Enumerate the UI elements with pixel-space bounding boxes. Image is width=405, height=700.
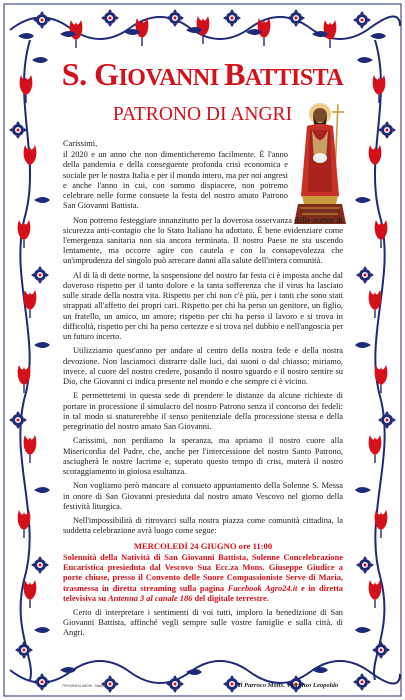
tv-channel: Antenna 3 al canale 186 <box>108 593 193 603</box>
title-prefix: S. <box>61 56 95 92</box>
title-g: G <box>94 56 119 92</box>
printer-credit: TIPOGRAFIA ANGRI - Stampa ... <box>62 684 110 688</box>
celebration-details <box>63 553 343 604</box>
facebook-page-link[interactable]: Facebook Agro24.it <box>227 583 298 593</box>
letter-paragraph-6: Carissimi, non perdiamo la speranza, ma apriamo il nostro cuore alla Misericordia del Padre, che, anche per l'intercessione del nostro Santo Patrono, asciugherà le nostre lacrime e, superato questo tempo di crisi, muterà il nostro scoraggiamento in gioiosa esultanza. <box>63 436 343 477</box>
letter-paragraph-4: Utilizziamo quest'anno per andare al centro della nostra fede e della nostra devozione. Non lasciamoci distrarre dalle luci, dai suoni o dal chiasso; miriamo, invece, al cuore del nostro credere, posando il nostro sguardo e il nostro sentire su Dio, che Giovanni ci indica presente nel mondo e che sempre ci è vicino. <box>63 346 343 387</box>
title-attista: ATTISTA <box>244 65 344 91</box>
letter-paragraph-2: Non potremo festeggiare innanzitutto per la doverosa osservanza delle norme di sicurezza anti-contagio che lo Stato Italiano ha adottato. È bene evidenziare come l'emergenza sanitaria non sia ancora terminata. Il nostro Paese ne sta uscendo lentamente, ma occorre agire con cautela e con la consapevolezza che un'imprudenza del singolo può arrecare danni alla salute dell'intera comunità. <box>63 215 343 266</box>
celebration-text-2: e in diretta televisiva su <box>63 583 343 603</box>
signature: Il Parroco Mons. Vincenzo Leopoldo <box>238 682 339 689</box>
letter-paragraph-7: Non vogliamo però mancare al consueto appuntamento della Solenne S. Messa in onore di San Giovanni presieduta dal nostro amato Vescovo nel giorno della festività liturgica. <box>63 481 343 511</box>
celebration-text-3: del digitale terrestre. <box>192 593 269 603</box>
celebration-text-1: Solennità della Natività di San Giovanni Battista, Solenne Concelebrazione Eucaristica presieduta dal Vescovo Sua Ecc.za Mons. Giuseppe Giudice a porte chiuse, presso il Convento delle Suore Compassioniste Serve di Maria, trasmessa in diretta streaming sulla pagina <box>63 553 343 593</box>
letter-paragraph-3: Al di là di dette norme, la sospensione del nostro far festa ci è imposta anche dal doveroso rispetto per il tanto dolore e la tanta sofferenza che il virus ha lasciato sulle strade della nostra vita. Rispetto per chi non c'è più, per i tanti che sono stati strappati all'affetto dei propri cari. Rispetto per chi ha perso un genitore, un figlio, un fratello, un amico, un amore; rispetto per chi ha perso il lavoro e si trova in difficoltà, rispetto per chi ha perso certezze e si trova nel dubbio e nell'angoscia per un futuro incerto. <box>63 270 343 342</box>
event-date: MERCOLEDÌ 24 GIUGNO ore 11:00 <box>133 540 273 551</box>
poster-subtitle: PATRONO DI ANGRI <box>112 104 293 125</box>
letter-paragraph-8: Nell'impossibilità di ritrovarci sulla nostra piazza come comunità cittadina, la suddetta celebrazione avrà luogo come segue: <box>63 516 343 536</box>
letter-body <box>63 139 343 643</box>
title-b: B <box>224 56 245 92</box>
letter-greeting: Carissimi, <box>63 139 98 148</box>
poster-title <box>0 56 405 96</box>
letter-paragraph-5: E permettetemi in questa sede di prendere le distanze da alcune richieste di portare in processione il simulacro del nostro Patrono senza il concorso dei fedeli: in tal modo si snaturerebbe il senso penitenziale della processione stessa e della peregrinatio del nostro amato San Giovanni. <box>63 391 343 432</box>
letter-closing: Certo di interpretare i sentimenti di voi tutti, imploro la benedizione di San Giovanni Battista, affinché vegli sempre sulle vostre famiglie e sulla città, di Angri. <box>63 608 343 638</box>
letter-paragraph-1: il 2020 e un anno che non dimenticheremo facilmente. È l'anno della pandemia e della conseguente profonda crisi economica e sociale per le nostra Italia e per il mondo intero, ma per noi angresi e anche l'anno in cui, con sommo dispiacere, non potremo celebrare nelle forme consuete la festa del nostro amato Patrono San Giovanni Battista. <box>63 150 288 211</box>
title-iovanni: IOVANNI <box>118 65 225 91</box>
